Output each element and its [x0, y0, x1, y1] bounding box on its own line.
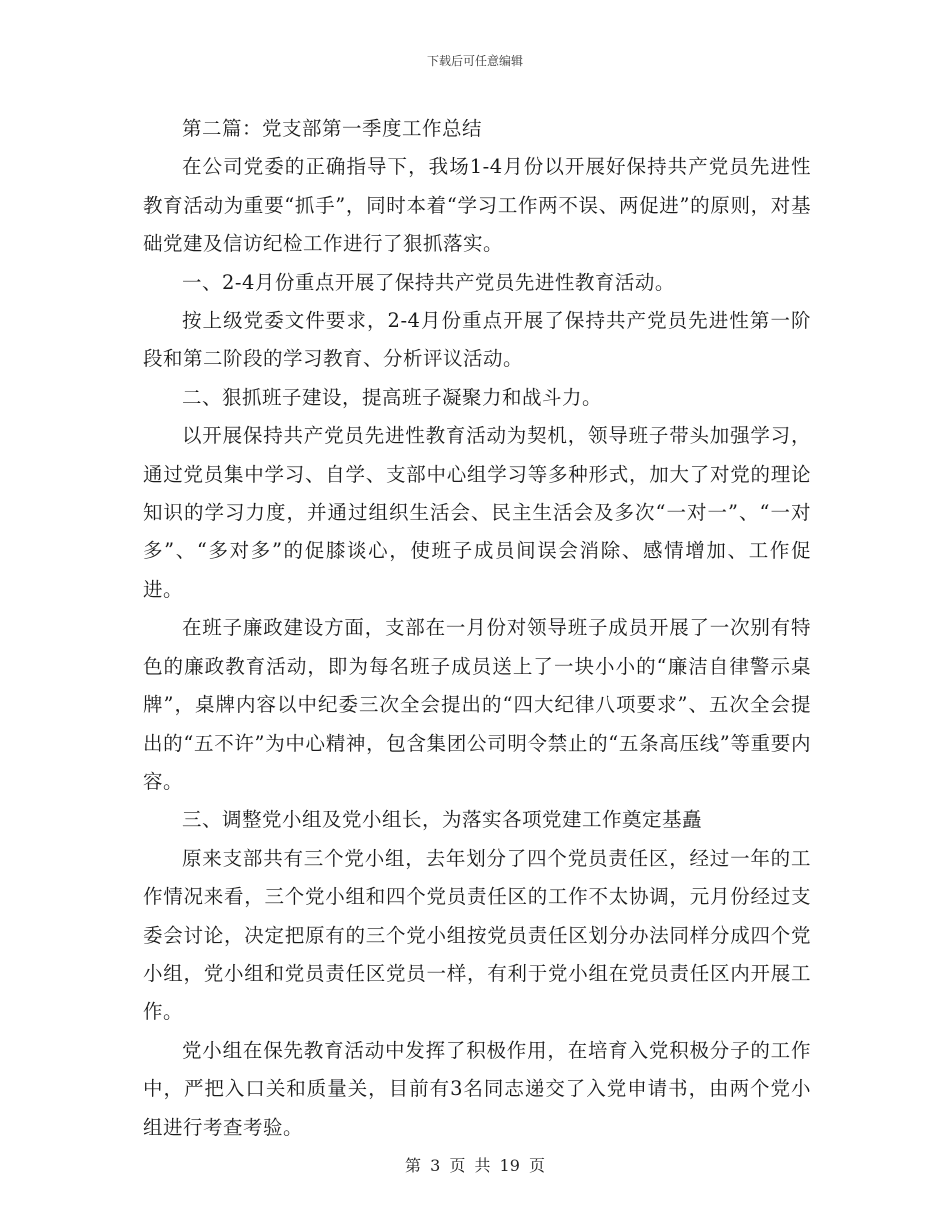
- body-paragraph: 以开展保持共产党员先进性教育活动为契机，领导班子带头加强学习，通过党员集中学习、自学、支部中心组学习等多种形式，加大了对党的理论知识的学习力度，并通过组织生活会、民主生活会及多次“一对一”、“一对多”、“多对多”的促膝谈心，使班子成员间误会消除、感情增加、工作促进。: [143, 424, 811, 601]
- body-paragraph: 党小组在保先教育活动中发挥了积极作用，在培育入党积极分子的工作中，严把入口关和质量关，目前有3名同志递交了入党申请书，由两个党小组进行考查考验。: [143, 1038, 811, 1139]
- section-title: 第二篇：党支部第一季度工作总结: [182, 117, 483, 140]
- document-body: [143, 110, 811, 1147]
- section-heading: 三、调整党小组及党小组长，为落实各项党建工作奠定基矗: [182, 808, 703, 832]
- section-heading: 一、2-4月份重点开展了保持共产党员先进性教育活动。: [182, 270, 675, 294]
- body-paragraph: 在班子廉政建设方面，支部在一月份对领导班子成员开展了一次别有特色的廉政教育活动，即为每名班子成员送上了一块小小的“廉洁自律警示桌牌”，桌牌内容以中纪委三次全会提出的“四大纪律八项要求”、五次全会提出的“五不许”为中心精神，包含集团公司明令禁止的“五条高压线”等重要内容。: [143, 616, 811, 793]
- body-paragraph: 在公司党委的正确指导下，我场1-4月份以开展好保持共产党员先进性教育活动为重要“抓手”，同时本着“学习工作两不误、两促进”的原则，对基础党建及信访纪检工作进行了狠抓落实。: [143, 155, 811, 256]
- body-paragraph: 按上级党委文件要求，2-4月份重点开展了保持共产党员先进性第一阶段和第二阶段的学习教育、分析评议活动。: [143, 309, 811, 371]
- body-paragraph: 原来支部共有三个党小组，去年划分了四个党员责任区，经过一年的工作情况来看，三个党小组和四个党员责任区的工作不太协调，元月份经过支委会讨论，决定把原有的三个党小组按党员责任区划分办法同样分成四个党小组，党小组和党员责任区党员一样，有利于党小组在党员责任区内开展工作。: [143, 846, 811, 1024]
- page-number: 第 3 页 共 19 页: [405, 1156, 545, 1175]
- page-header: 下载后可任意编辑: [426, 54, 523, 68]
- section-heading: 二、狠抓班子建设，提高班子凝聚力和战斗力。: [182, 385, 603, 409]
